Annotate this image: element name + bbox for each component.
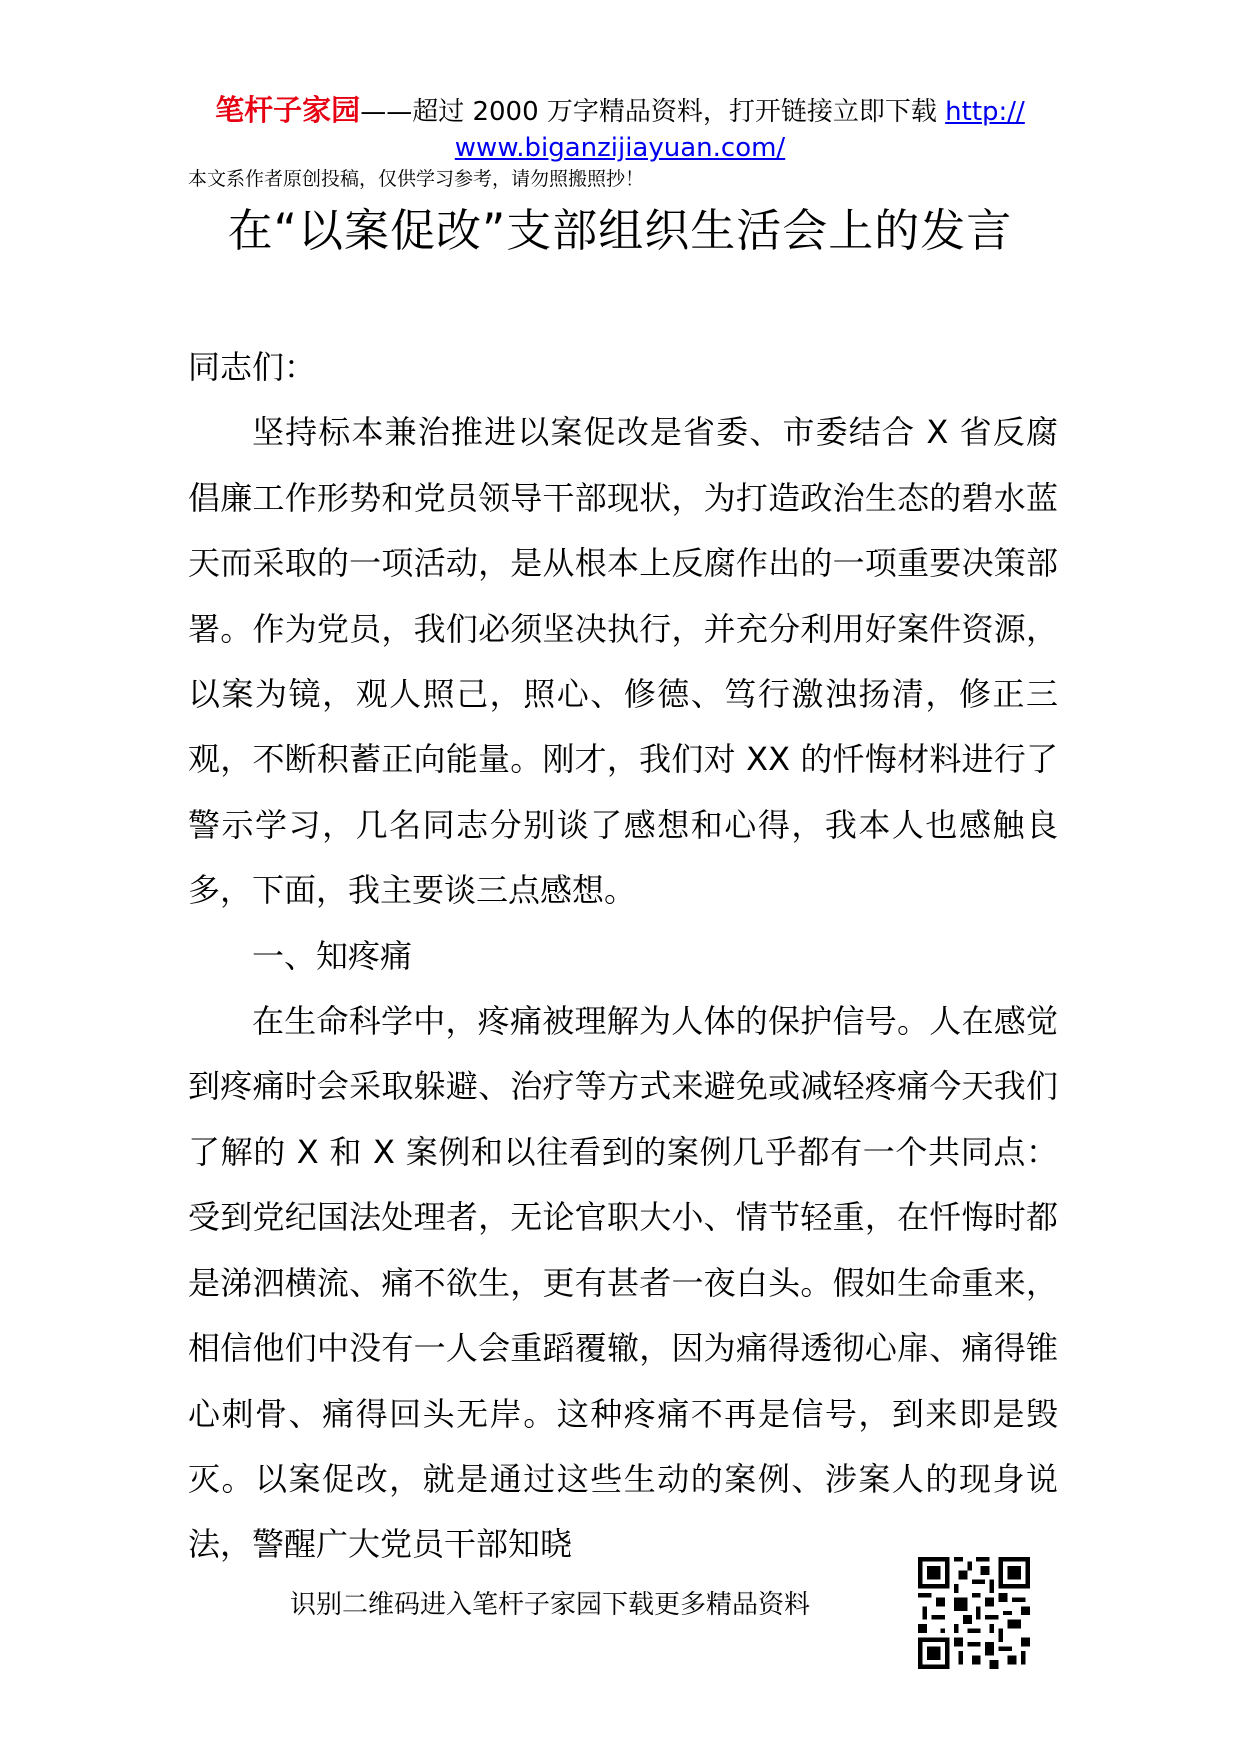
document-title: 在“以案促改”支部组织生活会上的发言 xyxy=(227,204,1013,257)
brand-name: 笔杆子家园 xyxy=(215,93,361,127)
paragraph-1: 坚持标本兼治推进以案促改是省委、市委结合 X 省反腐倡廉工作形势和党员领导干部现状，为打造政治生态的碧水蓝天而采取的一项活动，是从根本上反腐作出的一项重要决策部署。作为党员，我们必须坚决执行，并充分利用好案件资源，以案为镜，观人照己，照心、修德、笃行激浊扬清，修正三观，不断积蓄正向能量。刚才，我们对 XX 的忏悔材料进行了警示学习，几名同志分别谈了感想和心得，我本人也感触良多，下面，我主要谈三点感想。 xyxy=(188,413,1058,910)
section-heading-1: 一、知疼痛 xyxy=(252,936,413,975)
download-link-part1[interactable]: http:// xyxy=(945,97,1025,127)
document-body xyxy=(188,335,1058,1578)
footer-text: 识别二维码进入笔杆子家园下载更多精品资料 xyxy=(290,1590,811,1620)
brand-tagline: ——超过 2000 万字精品资料，打开链接立即下载 xyxy=(360,97,946,127)
qr-code-icon xyxy=(918,1557,1030,1669)
site-header xyxy=(0,92,1240,166)
salutation: 同志们： xyxy=(188,348,317,386)
download-link-part2[interactable]: www.biganzijiayuan.com/ xyxy=(454,133,786,163)
copyright-notice: 本文系作者原创投稿，仅供学习参考，请勿照搬照抄！ xyxy=(188,168,645,190)
paragraph-2: 在生命科学中，疼痛被理解为人体的保护信号。人在感觉到疼痛时会采取躲避、治疗等方式来避免或减轻疼痛今天我们了解的 X 和 X 案例和以往看到的案例几乎都有一个共同点：受到党纪国法处理者，无论官职大小、情节轻重，在忏悔时都是涕泗横流、痛不欲生，更有甚者一夜白头。假如生命重来，相信他们中没有一人会重蹈覆辙，因为痛得透彻心扉、痛得锥心刺骨、痛得回头无岸。这种疼痛不再是信号，到来即是毁灭。以案促改，就是通过这些生动的案例、涉案人的现身说法，警醒广大党员干部知晓 xyxy=(188,1002,1058,1564)
